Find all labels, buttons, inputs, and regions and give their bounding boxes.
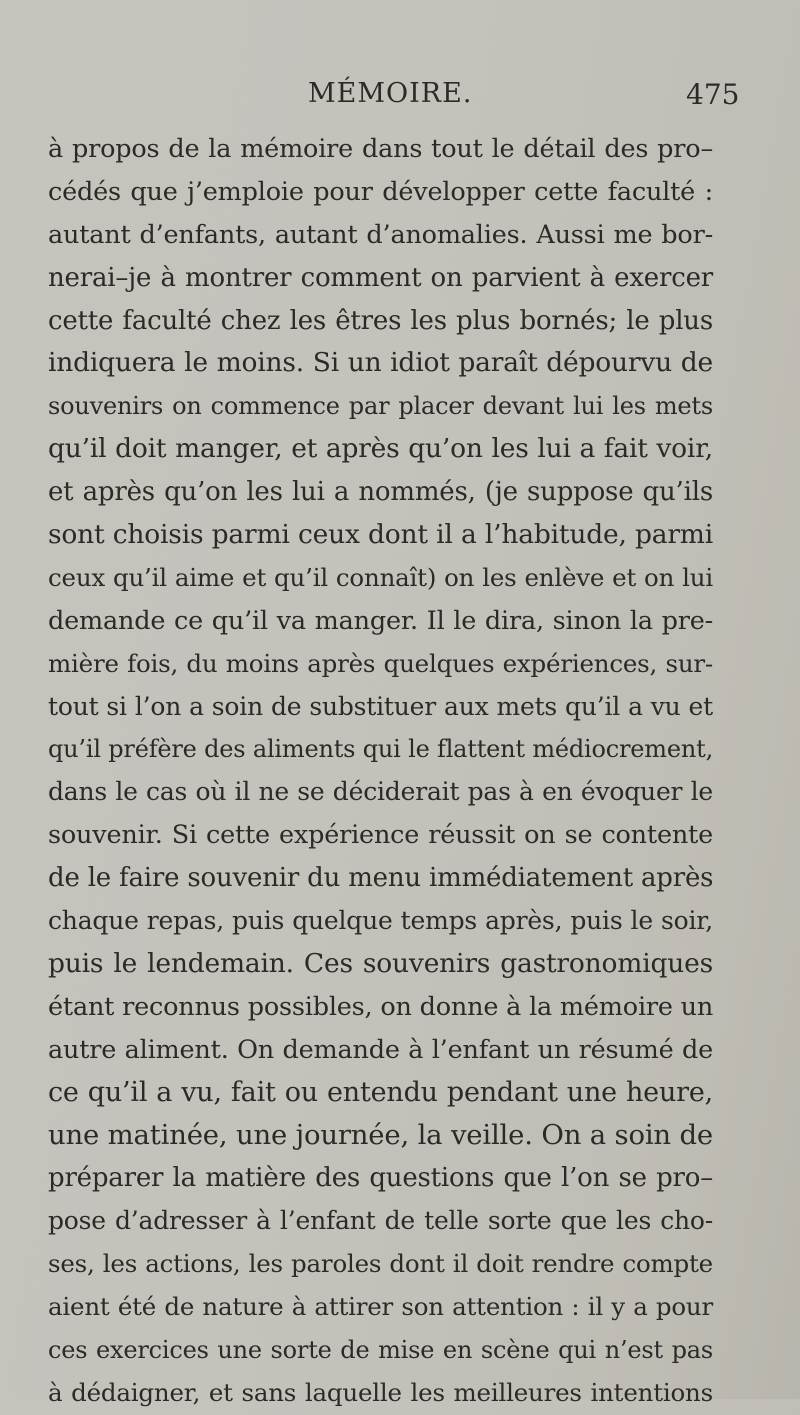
page-header xyxy=(0,78,800,118)
text-line: qu’il doit manger, et après qu’on les lui a fait voir, xyxy=(48,433,713,465)
running-title: MÉMOIRE. xyxy=(308,78,473,109)
text-line: qu’il préfère des aliments qui le flattent médiocrement, xyxy=(48,735,713,764)
text-line: indiquera le moins. Si un idiot paraît dépourvu de xyxy=(48,347,713,379)
text-line: ce qu’il a vu, fait ou entendu pendant une heure, xyxy=(48,1076,713,1108)
text-line: sont choisis parmi ceux dont il a l’habitude, parmi xyxy=(48,519,713,551)
text-line: pose d’adresser à l’enfant de telle sorte que les cho- xyxy=(48,1206,713,1236)
text-line: cédés que j’emploie pour développer cette faculté : xyxy=(48,176,713,207)
text-line: souvenirs on commence par placer devant lui les mets xyxy=(48,392,713,421)
page-number: 475 xyxy=(686,78,740,111)
text-line: puis le lendemain. Ces souvenirs gastronomiques xyxy=(48,947,713,979)
text-line: de le faire souvenir du menu immédiatement après xyxy=(48,863,714,894)
text-line: autre aliment. On demande à l’enfant un résumé de xyxy=(48,1034,713,1065)
text-line: nerai–je à montrer comment on parvient à exercer xyxy=(48,262,713,293)
text-line: étant reconnus possibles, on donne à la mémoire un xyxy=(48,991,714,1022)
text-line: et après qu’on les lui a nommés, (je suppose qu’ils xyxy=(48,477,713,508)
body-text xyxy=(48,128,713,1415)
text-line: autant d’enfants, autant d’anomalies. Aussi me bor- xyxy=(48,219,713,250)
text-line: aient été de nature à attirer son attention : il y a pour xyxy=(48,1292,713,1322)
text-line: cette faculté chez les êtres les plus bornés; le plus xyxy=(48,305,713,336)
text-line: préparer la matière des questions que l’on se pro– xyxy=(48,1163,713,1194)
text-line: ses, les actions, les paroles dont il doit rendre compte xyxy=(48,1249,713,1279)
text-line: demande ce qu’il va manger. Il le dira, sinon la pre- xyxy=(48,605,713,636)
text-line: ceux qu’il aime et qu’il connaît) on les enlève et on lui xyxy=(48,562,713,592)
text-line: à propos de la mémoire dans tout le détail des pro– xyxy=(48,134,713,164)
text-line: chaque repas, puis quelque temps après, puis le soir, xyxy=(48,906,713,936)
text-line: mière fois, du moins après quelques expériences, sur- xyxy=(48,648,713,678)
text-line: ces exercices une sorte de mise en scène qui n’est pas xyxy=(48,1335,713,1364)
text-line: tout si l’on a soin de substituer aux mets qu’il a vu et xyxy=(48,691,713,721)
text-line: dans le cas où il ne se déciderait pas à en évoquer le xyxy=(48,777,713,807)
text-line: souvenir. Si cette expérience réussit on se contente xyxy=(48,820,713,851)
text-line: une matinée, une journée, la veille. On a soin de xyxy=(48,1119,713,1152)
text-line: à dédaigner, et sans laquelle les meilleures intentions xyxy=(48,1377,713,1407)
